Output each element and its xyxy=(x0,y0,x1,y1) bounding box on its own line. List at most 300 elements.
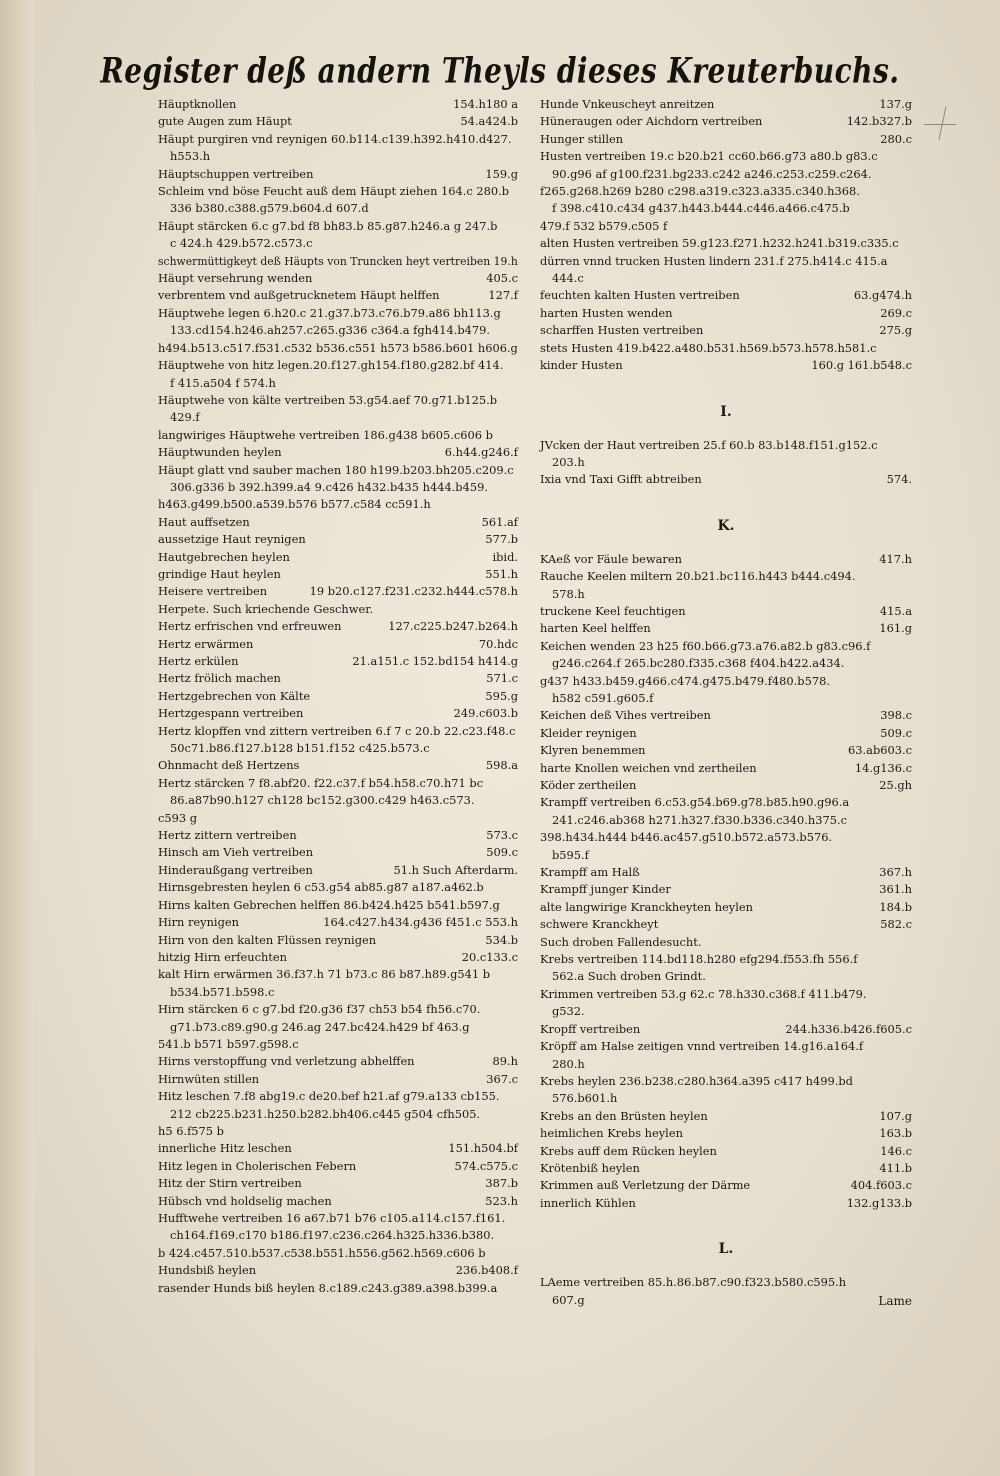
index-entry xyxy=(158,183,518,218)
entry-term: innerliche Hitz leschen xyxy=(158,1141,292,1156)
index-entry xyxy=(158,1053,518,1070)
entry-term: alten Husten vertreiben 59.g123.f271.h232.h241.b319.c335.c xyxy=(540,236,899,251)
index-entry xyxy=(158,1280,518,1297)
entry-term: KAeß vor Fäule bewaren xyxy=(540,551,682,566)
index-entry xyxy=(158,601,518,618)
entry-term: Hitz leschen 7.f8 abg19.c de20.bef h21.af g79.a133 cb155. xyxy=(158,1089,500,1104)
entry-continuation: f 398.c410.c434 g437.h443.b444.c446.a466.c475.b xyxy=(552,201,850,216)
entry-page-refs: 6.h44.g246.f xyxy=(444,445,518,460)
index-entry xyxy=(158,932,518,949)
entry-continuation: 90.g96 af g100.f231.bg233.c242 a246.c253.c259.c264. xyxy=(552,166,872,181)
entry-term: Krimmen auß Verletzung der Därme xyxy=(540,1178,751,1193)
entry-term: langwiriges Häuptwehe vertreiben 186.g438 b605.c606 b xyxy=(158,427,493,442)
entry-term: Husten vertreiben 19.c b20.b21 cc60.b66.g73 a80.b g83.c xyxy=(540,149,878,164)
entry-term: Hunger stillen xyxy=(540,131,624,146)
index-entry xyxy=(540,1160,912,1177)
index-entry xyxy=(158,340,518,357)
entry-page-refs: 63.ab603.c xyxy=(848,743,912,758)
entry-term: schwere Kranckheyt xyxy=(540,917,659,932)
index-entry xyxy=(540,760,912,777)
entry-term: Hertz zittern vertreiben xyxy=(158,828,297,843)
entry-continuation: h582 c591.g605.f xyxy=(552,690,654,705)
index-entry xyxy=(540,777,912,794)
entry-term: dürren vnnd trucken Husten lindern 231.f 275.h414.c 415.a xyxy=(540,253,888,268)
entry-term: Hertz erfrischen vnd erfreuwen xyxy=(158,619,342,634)
index-entry xyxy=(158,1262,518,1279)
entry-term: Krötenbiß heylen xyxy=(540,1160,640,1175)
entry-page-refs: 367.h xyxy=(879,865,912,880)
index-entry xyxy=(540,951,912,986)
index-entry xyxy=(158,844,518,861)
entry-page-refs: 107.g xyxy=(879,1108,912,1123)
entry-term: Hunde Vnkeuscheyt anreitzen xyxy=(540,97,715,111)
index-entry xyxy=(540,218,912,235)
index-entry xyxy=(158,723,518,758)
index-entry xyxy=(540,986,912,1021)
entry-term: Häupt versehrung wenden xyxy=(158,271,313,286)
entry-page-refs: 387.b xyxy=(485,1176,518,1191)
index-entry xyxy=(158,218,518,253)
entry-term: verbrentem vnd außgetrucknetem Häupt helffen xyxy=(158,288,440,303)
entry-page-refs: 573.c xyxy=(486,828,518,843)
entry-term: Ixia vnd Taxi Gifft abtreiben xyxy=(540,472,702,487)
index-entry xyxy=(158,810,518,827)
entry-term: Krampff vertreiben 6.c53.g54.b69.g78.b85.h90.g96.a xyxy=(540,795,850,810)
index-entry xyxy=(158,444,518,461)
entry-term: Hirn reynigen xyxy=(158,915,239,930)
index-entry xyxy=(540,437,912,472)
entry-continuation: 576.b601.h xyxy=(552,1091,618,1106)
entry-page-refs: 20.c133.c xyxy=(461,949,518,964)
entry-term: Hüneraugen oder Aichdorn vertreiben xyxy=(540,114,763,129)
entry-term: Häupt purgiren vnd reynigen 60.b114.c139.h392.h410.d427. xyxy=(158,131,512,146)
entry-term: Keichen wenden 23 h25 f60.b66.g73.a76.a82.b g83.c96.f xyxy=(540,638,871,653)
entry-term: h494.b513.c517.f531.c532 b536.c551 h573 b586.b601 h606.g xyxy=(158,340,518,355)
entry-term: Krebs auff dem Rücken heylen xyxy=(540,1143,717,1158)
index-entry xyxy=(158,496,518,513)
entry-term: Herpete. Such kriechende Geschwer. xyxy=(158,601,374,616)
entry-term: grindige Haut heylen xyxy=(158,566,281,581)
entry-continuation: g246.c264.f 265.bc280.f335.c368 f404.h422.a434. xyxy=(552,656,845,671)
index-entry xyxy=(158,1001,518,1036)
index-entry xyxy=(158,1210,518,1245)
entry-continuation: 336 b380.c388.g579.b604.d 607.d xyxy=(170,201,369,216)
entry-page-refs: 411.b xyxy=(879,1160,912,1175)
index-entry xyxy=(158,618,518,635)
entry-term: aussetzige Haut reynigen xyxy=(158,532,306,547)
entry-term: schwermüttigkeyt deß Häupts von Truncken heyt vertreiben 19.h xyxy=(158,253,518,268)
index-entry xyxy=(158,653,518,670)
index-entry xyxy=(540,148,912,183)
index-entry xyxy=(158,549,518,566)
entry-term: Hertz stärcken 7 f8.abf20. f22.c37.f b54.h58.c70.h71 bc xyxy=(158,775,484,790)
entry-continuation: ch164.f169.c170 b186.f197.c236.c264.h325.h336.b380. xyxy=(170,1228,495,1243)
entry-term: Krampff junger Kinder xyxy=(540,882,671,897)
entry-page-refs: 244.h336.b426.f605.c xyxy=(785,1021,912,1036)
index-entry xyxy=(158,462,518,497)
index-entry xyxy=(540,1108,912,1125)
index-entry xyxy=(540,322,912,339)
entry-page-refs: 89.h xyxy=(492,1054,518,1069)
entry-page-refs: 151.h504.bf xyxy=(448,1141,518,1156)
index-entry xyxy=(540,638,912,673)
h-entries xyxy=(540,96,912,375)
entry-term: f265.g268.h269 b280 c298.a319.c323.a335.c340.h368. xyxy=(540,184,860,199)
entry-page-refs: ibid. xyxy=(492,549,518,564)
index-entry xyxy=(540,1195,912,1212)
entry-term: innerlich Kühlen xyxy=(540,1195,636,1210)
entry-term: Häuptwehe von kälte vertreiben 53.g54.aef 70.g71.b125.b xyxy=(158,392,498,407)
entry-page-refs: 146.c xyxy=(880,1143,912,1158)
k-entries xyxy=(540,551,912,1212)
entry-term: Hitz der Stirn vertreiben xyxy=(158,1176,302,1191)
index-entry xyxy=(540,934,912,951)
index-entry xyxy=(158,688,518,705)
entry-term: LAeme vertreiben 85.h.86.b87.c90.f323.b580.c595.h xyxy=(540,1275,847,1290)
entry-page-refs: 127.f xyxy=(488,288,518,303)
entry-page-refs: 269.c xyxy=(880,305,912,320)
index-entry xyxy=(158,1123,518,1140)
entry-term: kalt Hirn erwärmen 36.f37.h 71 b73.c 86 b87.h89.g541 b xyxy=(158,967,491,982)
index-entry xyxy=(540,305,912,322)
entry-term: Hitz legen in Cholerischen Febern xyxy=(158,1158,357,1173)
entry-page-refs: 405.c xyxy=(486,271,518,286)
entry-page-refs: 417.h xyxy=(879,551,912,566)
index-entry xyxy=(158,113,518,130)
index-entry xyxy=(540,673,912,708)
entry-page-refs: 574. xyxy=(886,472,912,487)
index-entry xyxy=(540,113,912,130)
page-gutter xyxy=(0,0,34,1476)
index-entry xyxy=(540,1274,912,1309)
index-entry xyxy=(158,862,518,879)
index-entry xyxy=(540,287,912,304)
entry-page-refs: 236.b408.f xyxy=(455,1263,518,1278)
entry-term: Häuptschuppen vertreiben xyxy=(158,166,314,181)
entry-page-refs: 70.hdc xyxy=(478,636,518,651)
index-entry xyxy=(158,1140,518,1157)
entry-term: Hertzgespann vertreiben xyxy=(158,706,304,721)
entry-continuation: 86.a87b90.h127 ch128 bc152.g300.c429 h463.c573. xyxy=(170,793,475,808)
index-entry xyxy=(540,1177,912,1194)
entry-page-refs: 523.h xyxy=(485,1193,518,1208)
entry-continuation: 306.g336 b 392.h399.a4 9.c426 h432.b435 h444.b459. xyxy=(170,479,488,494)
entry-page-refs: 509.c xyxy=(486,845,518,860)
index-entry xyxy=(540,568,912,603)
entry-term: hitzig Hirn erfeuchten xyxy=(158,949,287,964)
entry-term: Hirns verstopffung vnd verletzung abhelffen xyxy=(158,1054,415,1069)
entry-term: gute Augen zum Häupt xyxy=(158,114,292,129)
entry-continuation: 212 cb225.b231.h250.b282.bh406.c445 g504 cfh505. xyxy=(170,1106,481,1121)
entry-term: Häuptwunden heylen xyxy=(158,445,282,460)
entry-term: Hirnwüten stillen xyxy=(158,1071,260,1086)
index-entry xyxy=(158,427,518,444)
entry-continuation: g532. xyxy=(552,1004,585,1019)
entry-term: Krebs heylen 236.b238.c280.h364.a395 c417 h499.bd xyxy=(540,1073,853,1088)
entry-continuation: 562.a Such droben Grindt. xyxy=(552,969,706,984)
entry-term: Köder zertheilen xyxy=(540,778,637,792)
entry-continuation: h553.h xyxy=(170,149,211,164)
entry-continuation: 241.c246.ab368 h271.h327.f330.b336.c340.h375.c xyxy=(552,812,847,827)
index-entry xyxy=(540,707,912,724)
index-entry xyxy=(540,742,912,759)
right-column xyxy=(540,96,912,1309)
index-entry xyxy=(158,287,518,304)
entry-term: Hübsch vnd holdselig machen xyxy=(158,1193,332,1208)
index-entry xyxy=(540,1038,912,1073)
entry-page-refs: 63.g474.h xyxy=(853,288,912,303)
entry-term: stets Husten 419.b422.a480.b531.h569.b573.h578.h581.c xyxy=(540,340,877,355)
index-entry xyxy=(540,916,912,933)
l-entries xyxy=(540,1274,912,1309)
pencil-mark xyxy=(920,104,960,144)
entry-continuation: b534.b571.b598.c xyxy=(170,984,275,999)
entry-term: h5 6.f575 b xyxy=(158,1123,224,1138)
index-entry xyxy=(158,566,518,583)
entry-term: Hertz frölich machen xyxy=(158,671,281,686)
index-entry xyxy=(540,725,912,742)
entry-page-refs: 249.c603.b xyxy=(453,706,518,721)
index-entry xyxy=(540,603,912,620)
entry-page-refs: 19 b20.c127.f231.c232.h444.c578.h xyxy=(309,584,518,599)
entry-page-refs: 132.g133.b xyxy=(846,1195,912,1210)
entry-page-refs: 577.b xyxy=(485,532,518,547)
index-entry xyxy=(158,1193,518,1210)
entry-term: Hertz erkülen xyxy=(158,654,239,668)
index-entry xyxy=(158,966,518,1001)
entry-term: Hinderaußgang vertreiben xyxy=(158,862,313,877)
entry-continuation: b595.f xyxy=(552,847,589,862)
entry-term: Krebs vertreiben 114.bd118.h280 efg294.f553.fh 556.f xyxy=(540,952,858,967)
entry-page-refs: 154.h180 a xyxy=(453,97,518,111)
entry-term: h463.g499.b500.a539.b576 b577.c584 cc591.h xyxy=(158,497,431,512)
index-entry xyxy=(158,166,518,183)
section-letter-k: K. xyxy=(717,517,735,534)
index-entry xyxy=(158,531,518,548)
index-entry xyxy=(158,949,518,966)
entry-term: 398.h434.h444 b446.ac457.g510.b572.a573.b576. xyxy=(540,830,833,845)
entry-page-refs: 159.g xyxy=(485,166,518,181)
entry-continuation: f 415.a504 f 574.h xyxy=(170,375,276,390)
index-entry xyxy=(540,340,912,357)
index-entry xyxy=(540,357,912,374)
index-entry xyxy=(540,183,912,218)
entry-continuation: g71.b73.c89.g90.g 246.ag 247.bc424.h429 bf 463.g xyxy=(170,1019,470,1034)
entry-page-refs: 509.c xyxy=(880,725,912,740)
entry-term: Häuptknollen xyxy=(158,97,237,111)
entry-term: rasender Hunds biß heylen 8.c189.c243.g389.a398.b399.a xyxy=(158,1280,498,1295)
i-entries xyxy=(540,437,912,489)
entry-term: feuchten kalten Husten vertreiben xyxy=(540,288,740,303)
entry-page-refs: 142.b327.b xyxy=(846,114,912,129)
index-entry xyxy=(540,829,912,864)
index-entry xyxy=(540,1143,912,1160)
entry-page-refs: 127.c225.b247.b264.h xyxy=(388,619,518,634)
entry-continuation: 280.h xyxy=(552,1056,585,1071)
entry-page-refs: 367.c xyxy=(486,1071,518,1086)
entry-term: kinder Husten xyxy=(540,358,623,373)
entry-page-refs: 275.g xyxy=(879,323,912,338)
index-entry xyxy=(158,514,518,531)
entry-term: harten Husten wenden xyxy=(540,305,673,320)
entry-page-refs: 184.b xyxy=(879,899,912,914)
entry-term: Krebs an den Brüsten heylen xyxy=(540,1108,708,1123)
entry-term: Kleider reynigen xyxy=(540,725,637,740)
entry-term: harten Keel helffen xyxy=(540,621,651,636)
index-entry xyxy=(158,775,518,810)
entry-page-refs: 160.g 161.b548.c xyxy=(811,358,912,373)
entry-term: scharffen Husten vertreiben xyxy=(540,323,704,338)
index-entry xyxy=(158,670,518,687)
page-title: Register deß andern Theyls dieses Kreuterbuchs. xyxy=(100,49,900,92)
entry-term: Rauche Keelen miltern 20.b21.bc116.h443 b444.c494. xyxy=(540,569,856,584)
entry-term: g437 h433.b459.g466.c474.g475.b479.f480.b578. xyxy=(540,673,830,688)
entry-page-refs: 164.c427.h434.g436 f451.c 553.h xyxy=(323,915,518,930)
entry-page-refs: 574.c575.c xyxy=(454,1158,518,1173)
entry-page-refs: 571.c xyxy=(486,671,518,686)
index-entry xyxy=(158,1245,518,1262)
entry-continuation: 444.c xyxy=(552,271,584,286)
entry-page-refs: 561.af xyxy=(481,514,518,529)
index-entry xyxy=(158,1036,518,1053)
index-entry xyxy=(540,96,912,113)
entry-term: Hautgebrechen heylen xyxy=(158,549,290,564)
entry-term: Kröpff am Halse zeitigen vnnd vertreiben 14.g16.a164.f xyxy=(540,1039,864,1054)
entry-page-refs: 280.c xyxy=(880,131,912,146)
entry-term: Klyren benemmen xyxy=(540,743,646,758)
entry-continuation: 607.g xyxy=(552,1292,585,1307)
entry-term: Ohnmacht deß Hertzens xyxy=(158,758,300,773)
index-entry xyxy=(158,757,518,774)
index-entry xyxy=(540,1021,912,1038)
entry-page-refs: 551.h xyxy=(485,566,518,581)
section-letter-l: L. xyxy=(718,1241,734,1258)
entry-term: Hirn von den kalten Flüssen reynigen xyxy=(158,932,377,947)
section-letter-i: I. xyxy=(720,403,732,420)
entry-term: JVcken der Haut vertreiben 25.f 60.b 83.b148.f151.g152.c xyxy=(540,437,878,452)
entry-term: Hertzgebrechen von Kälte xyxy=(158,688,311,703)
entry-term: harte Knollen weichen vnd zertheilen xyxy=(540,760,757,775)
entry-term: Krimmen vertreiben 53.g 62.c 78.h330.c368.f 411.b479. xyxy=(540,986,867,1001)
entry-term: Häuptwehe von hitz legen.20.f127.gh154.f180.g282.bf 414. xyxy=(158,358,504,373)
entry-term: Hertz erwärmen xyxy=(158,636,254,651)
index-entry xyxy=(540,253,912,288)
index-entry xyxy=(158,270,518,287)
index-entry xyxy=(158,705,518,722)
entry-term: Häupt glatt vnd sauber machen 180 h199.b203.bh205.c209.c xyxy=(158,462,514,477)
index-entry xyxy=(540,620,912,637)
entry-continuation: 203.h xyxy=(552,454,585,469)
entry-page-refs: 582.c xyxy=(880,917,912,932)
entry-term: Hirns kalten Gebrechen helffen 86.b424.h425 b541.b597.g xyxy=(158,897,500,912)
entry-term: Heisere vertreiben xyxy=(158,584,268,599)
index-entry xyxy=(540,471,912,488)
index-entry xyxy=(158,392,518,427)
index-entry xyxy=(158,305,518,340)
index-entry xyxy=(158,253,518,270)
entry-term: 541.b b571 b597.g598.c xyxy=(158,1036,299,1051)
entry-term: 479.f 532 b579.c505 f xyxy=(540,218,668,233)
entry-term: Haut auffsetzen xyxy=(158,514,250,529)
entry-term: Hirn stärcken 6 c g7.bd f20.g36 f37 ch53 b54 fh56.c70. xyxy=(158,1002,481,1017)
index-entry xyxy=(158,131,518,166)
index-entry xyxy=(158,914,518,931)
entry-page-refs: 51.h Such Afterdarm. xyxy=(393,862,518,877)
entry-continuation: 429.f xyxy=(170,410,200,425)
entry-term: Keichen deß Vihes vertreiben xyxy=(540,708,711,723)
entry-continuation: 133.cd154.h246.ah257.c265.g336 c364.a fgh414.b479. xyxy=(170,323,490,338)
index-entry xyxy=(158,879,518,896)
index-entry xyxy=(158,357,518,392)
entry-term: Schleim vnd böse Feucht auß dem Häupt ziehen 164.c 280.b xyxy=(158,184,510,199)
index-entry xyxy=(540,794,912,829)
index-entry xyxy=(540,864,912,881)
entry-page-refs: 161.g xyxy=(879,621,912,636)
entry-term: Hirnsgebresten heylen 6 c53.g54 ab85.g87 a187.a462.b xyxy=(158,880,484,895)
entry-term: Hundsbiß heylen xyxy=(158,1263,257,1278)
index-entry xyxy=(540,551,912,568)
index-entry xyxy=(158,1088,518,1123)
index-entry xyxy=(158,1071,518,1088)
entry-term: Hinsch am Vieh vertreiben xyxy=(158,845,314,860)
index-entry xyxy=(158,96,518,113)
entry-term: Kropff vertreiben xyxy=(540,1021,641,1036)
entry-term: Such droben Fallendesucht. xyxy=(540,934,702,949)
entry-page-refs: 595.g xyxy=(485,688,518,703)
index-entry xyxy=(158,583,518,600)
catchword: Lame xyxy=(878,1294,912,1308)
index-entry xyxy=(540,881,912,898)
index-entry xyxy=(158,1175,518,1192)
index-entry xyxy=(158,1158,518,1175)
entry-term: truckene Keel feuchtigen xyxy=(540,603,686,618)
entry-page-refs: 163.b xyxy=(879,1126,912,1141)
entry-page-refs: 415.a xyxy=(879,603,912,618)
index-entry xyxy=(540,235,912,252)
entry-term: Hufftwehe vertreiben 16 a67.b71 b76 c105.a114.c157.f161. xyxy=(158,1211,506,1225)
index-entry xyxy=(540,1125,912,1142)
index-entry xyxy=(158,636,518,653)
entry-term: Krampff am Halß xyxy=(540,865,640,880)
index-entry xyxy=(158,897,518,914)
entry-term: alte langwirige Kranckheyten heylen xyxy=(540,899,753,914)
entry-page-refs: 404.f603.c xyxy=(850,1178,912,1193)
entry-page-refs: 25.gh xyxy=(879,778,912,792)
entry-page-refs: 54.a424.b xyxy=(460,114,518,129)
entry-continuation: 578.h xyxy=(552,586,585,601)
entry-term: b 424.c457.510.b537.c538.b551.h556.g562.h569.c606 b xyxy=(158,1245,486,1260)
entry-term: Häuptwehe legen 6.h20.c 21.g37.b73.c76.b79.a86 bh113.g xyxy=(158,305,501,320)
entry-continuation: c 424.h 429.b572.c573.c xyxy=(170,236,313,251)
index-entry xyxy=(158,827,518,844)
entry-page-refs: 361.h xyxy=(879,882,912,897)
entry-page-refs: 14.g136.c xyxy=(854,760,912,775)
entry-page-refs: 21.a151.c 152.bd154 h414.g xyxy=(352,654,518,668)
entry-page-refs: 534.b xyxy=(485,932,518,947)
left-column xyxy=(158,96,518,1297)
index-entry xyxy=(540,1073,912,1108)
entry-continuation: 50c71.b86.f127.b128 b151.f152 c425.b573.c xyxy=(170,741,430,756)
index-entry xyxy=(540,131,912,148)
entry-term: Häupt stärcken 6.c g7.bd f8 bh83.b 85.g87.h246.a g 247.b xyxy=(158,218,498,233)
entry-page-refs: 398.c xyxy=(880,708,912,723)
entry-page-refs: 137.g xyxy=(879,97,912,111)
index-entry xyxy=(540,899,912,916)
entry-page-refs: 598.a xyxy=(485,758,518,773)
entry-term: c593 g xyxy=(158,810,198,825)
entry-term: heimlichen Krebs heylen xyxy=(540,1126,683,1141)
entry-term: Hertz klopffen vnd zittern vertreiben 6.f 7 c 20.b 22.c23.f48.c xyxy=(158,723,516,738)
